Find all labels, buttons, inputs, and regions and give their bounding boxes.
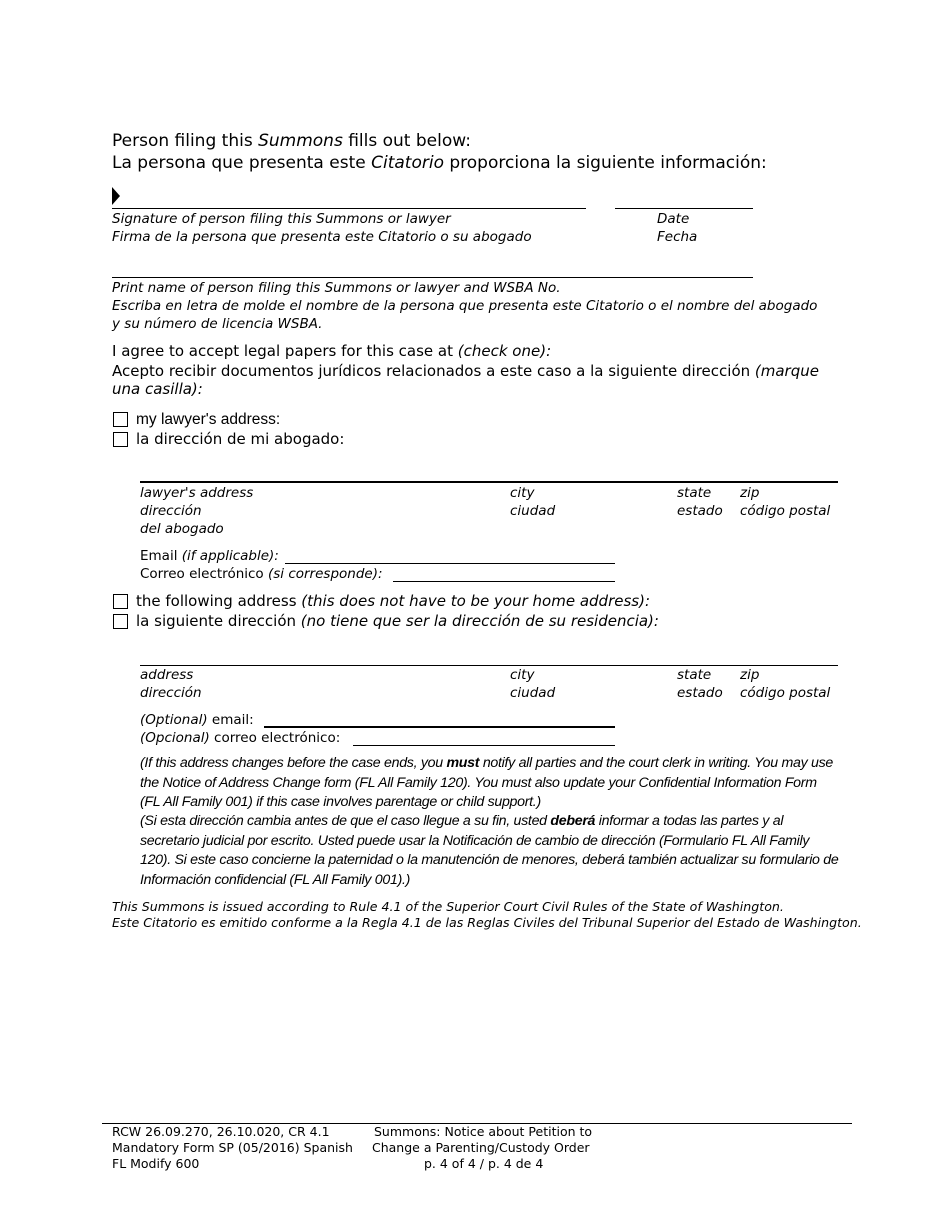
following-city-label-en: city — [510, 667, 535, 683]
footer-left-1: RCW 26.09.270, 26.10.020, CR 4.1 — [112, 1124, 330, 1139]
following-city-label-es: ciudad — [510, 685, 556, 701]
following-addr-label-es: dirección — [140, 685, 202, 701]
lawyer-city-label-en: city — [510, 485, 535, 501]
footer-left-3: FL Modify 600 — [112, 1156, 200, 1171]
print-name-label-1: Print name of person filing this Summons or lawyer and WSBA No. — [112, 280, 561, 296]
lawyer-address-field[interactable] — [140, 481, 838, 483]
lawyer-email-en-text: Email — [140, 548, 182, 564]
following-es-text: la siguiente dirección — [136, 612, 301, 630]
following-zip-label-en: zip — [740, 667, 760, 683]
following-es-note: (no tiene que ser la dirección de su residencia): — [300, 612, 659, 630]
footer-page-number: p. 4 of 4 / p. 4 de 4 — [424, 1156, 544, 1171]
footer-left-2: Mandatory Form SP (05/2016) Spanish — [112, 1140, 353, 1155]
lawyer-state-label-en: state — [677, 485, 712, 501]
lawyer-addr-label-es2: del abogado — [140, 521, 224, 537]
lawyer-address-checkbox-es[interactable] — [113, 432, 128, 447]
header-en-rest: fills out below: — [342, 131, 471, 151]
lawyer-city-label-es: ciudad — [510, 503, 556, 519]
notice-en-rest: notify all parties and the court clerk in writing. You may use the Notice of Address Change form (FL All Family 120). You must also update your Confidential Information Form (FL All Family 001) if this case involves parentage or child support.) — [140, 755, 834, 810]
following-state-label-en: state — [677, 667, 712, 683]
following-address-checkbox[interactable] — [113, 594, 128, 609]
print-name-label-3: y su número de licencia WSBA. — [112, 316, 323, 332]
signature-label-es: Firma de la persona que presenta este Citatorio o su abogado — [112, 229, 532, 245]
header-line-en — [112, 130, 471, 152]
lawyer-email-label-en — [140, 547, 279, 565]
following-address-field[interactable] — [140, 665, 838, 666]
lawyer-email-field-es[interactable] — [393, 581, 615, 582]
header-es-citatorio: Citatorio — [371, 153, 444, 173]
lawyer-state-label-es: estado — [677, 503, 723, 519]
header-es-rest: proporciona la siguiente información: — [443, 153, 767, 173]
notice-es-debera: deberá — [550, 813, 596, 829]
lawyer-address-checkbox[interactable] — [113, 412, 128, 427]
following-email-es-text: correo electrónico: — [209, 730, 341, 746]
notice-es-rest: informar a todas las partes y al secretario judicial por escrito. Usted puede usar la Notificación de cambio de dirección (Formulario FL All Family 120). Si este caso concierne la paternidad o la manutención de menores, deberá también actualizar su formulario de Información confidencial (FL All Family 001).) — [140, 813, 839, 888]
following-en-note: (this does not have to be your home address): — [301, 592, 651, 610]
lawyer-addr-label-en: lawyer's address — [140, 485, 254, 501]
following-addr-label-en: address — [140, 667, 194, 683]
lawyer-zip-label-es: código postal — [740, 503, 831, 519]
following-state-label-es: estado — [677, 685, 723, 701]
header-en-text: Person filing this — [112, 131, 259, 151]
agree-es-marque: (marque — [754, 362, 819, 380]
following-email-label-en — [140, 711, 254, 729]
date-field[interactable] — [615, 208, 753, 209]
following-zip-label-es: código postal — [740, 685, 831, 701]
print-name-field[interactable] — [112, 277, 753, 278]
footer-center-2: Change a Parenting/Custody Order — [372, 1140, 590, 1155]
lawyer-email-field[interactable] — [285, 563, 615, 564]
following-email-field[interactable] — [264, 726, 615, 728]
following-email-field-es[interactable] — [353, 745, 615, 746]
agree-en — [112, 342, 551, 361]
lawyer-email-es-text: Correo electrónico — [140, 566, 268, 582]
following-address-checkbox-es[interactable] — [113, 614, 128, 629]
issued-es: Este Citatorio es emitido conforme a la Regla 4.1 de las Reglas Civiles del Tribunal Superior del Estado de Washington. — [112, 915, 862, 930]
following-email-en-text: email: — [207, 712, 254, 728]
following-option-label-en — [136, 592, 650, 611]
following-email-en-optional: (Optional) — [140, 712, 208, 728]
notice-en-must: must — [446, 755, 480, 771]
agree-es-text: Acepto recibir documentos jurídicos relacionados a este caso a la siguiente dirección — [112, 362, 755, 380]
signature-label-en: Signature of person filing this Summons or lawyer — [112, 211, 451, 227]
lawyer-zip-label-en: zip — [740, 485, 760, 501]
lawyer-addr-label-es1: dirección — [140, 503, 202, 519]
agree-en-check-one: (check one): — [457, 342, 552, 360]
header-es-text: La persona que presenta este — [112, 153, 372, 173]
print-name-label-2: Escriba en letra de molde el nombre de la persona que presenta este Citatorio o el nombre del abogado — [112, 298, 818, 314]
lawyer-email-label-es — [140, 565, 383, 583]
header-en-summons: Summons — [258, 131, 343, 151]
header-line-es — [112, 152, 767, 174]
lawyer-email-es-note: (si corresponde): — [267, 566, 383, 582]
sign-here-arrow-icon — [112, 187, 120, 205]
signature-field[interactable] — [112, 208, 586, 209]
issued-en: This Summons is issued according to Rule 4.1 of the Superior Court Civil Rules of the State of Washington. — [112, 899, 784, 914]
notice-en-text: (If this address changes before the case ends, you — [140, 755, 447, 771]
footer-center-1: Summons: Notice about Petition to — [374, 1124, 593, 1139]
date-label-en: Date — [657, 211, 690, 227]
notice-en — [140, 754, 840, 813]
agree-en-text: I agree to accept legal papers for this case at — [112, 342, 458, 360]
lawyer-option-label-es: la dirección de mi abogado: — [136, 430, 345, 448]
notice-es-text: (Si esta dirección cambia antes de que el caso llegue a su fin, usted — [140, 813, 551, 829]
agree-es-casilla: una casilla): — [112, 380, 203, 398]
notice-es — [140, 812, 840, 890]
following-en-text: the following address — [136, 592, 302, 610]
date-label-es: Fecha — [657, 229, 698, 245]
following-email-es-optional: (Opcional) — [140, 730, 210, 746]
following-option-label-es — [136, 612, 659, 631]
following-email-label-es — [140, 729, 340, 747]
lawyer-email-en-note: (if applicable): — [181, 548, 279, 564]
lawyer-option-label-en: my lawyer's address: — [136, 411, 281, 428]
agree-es — [112, 362, 819, 381]
